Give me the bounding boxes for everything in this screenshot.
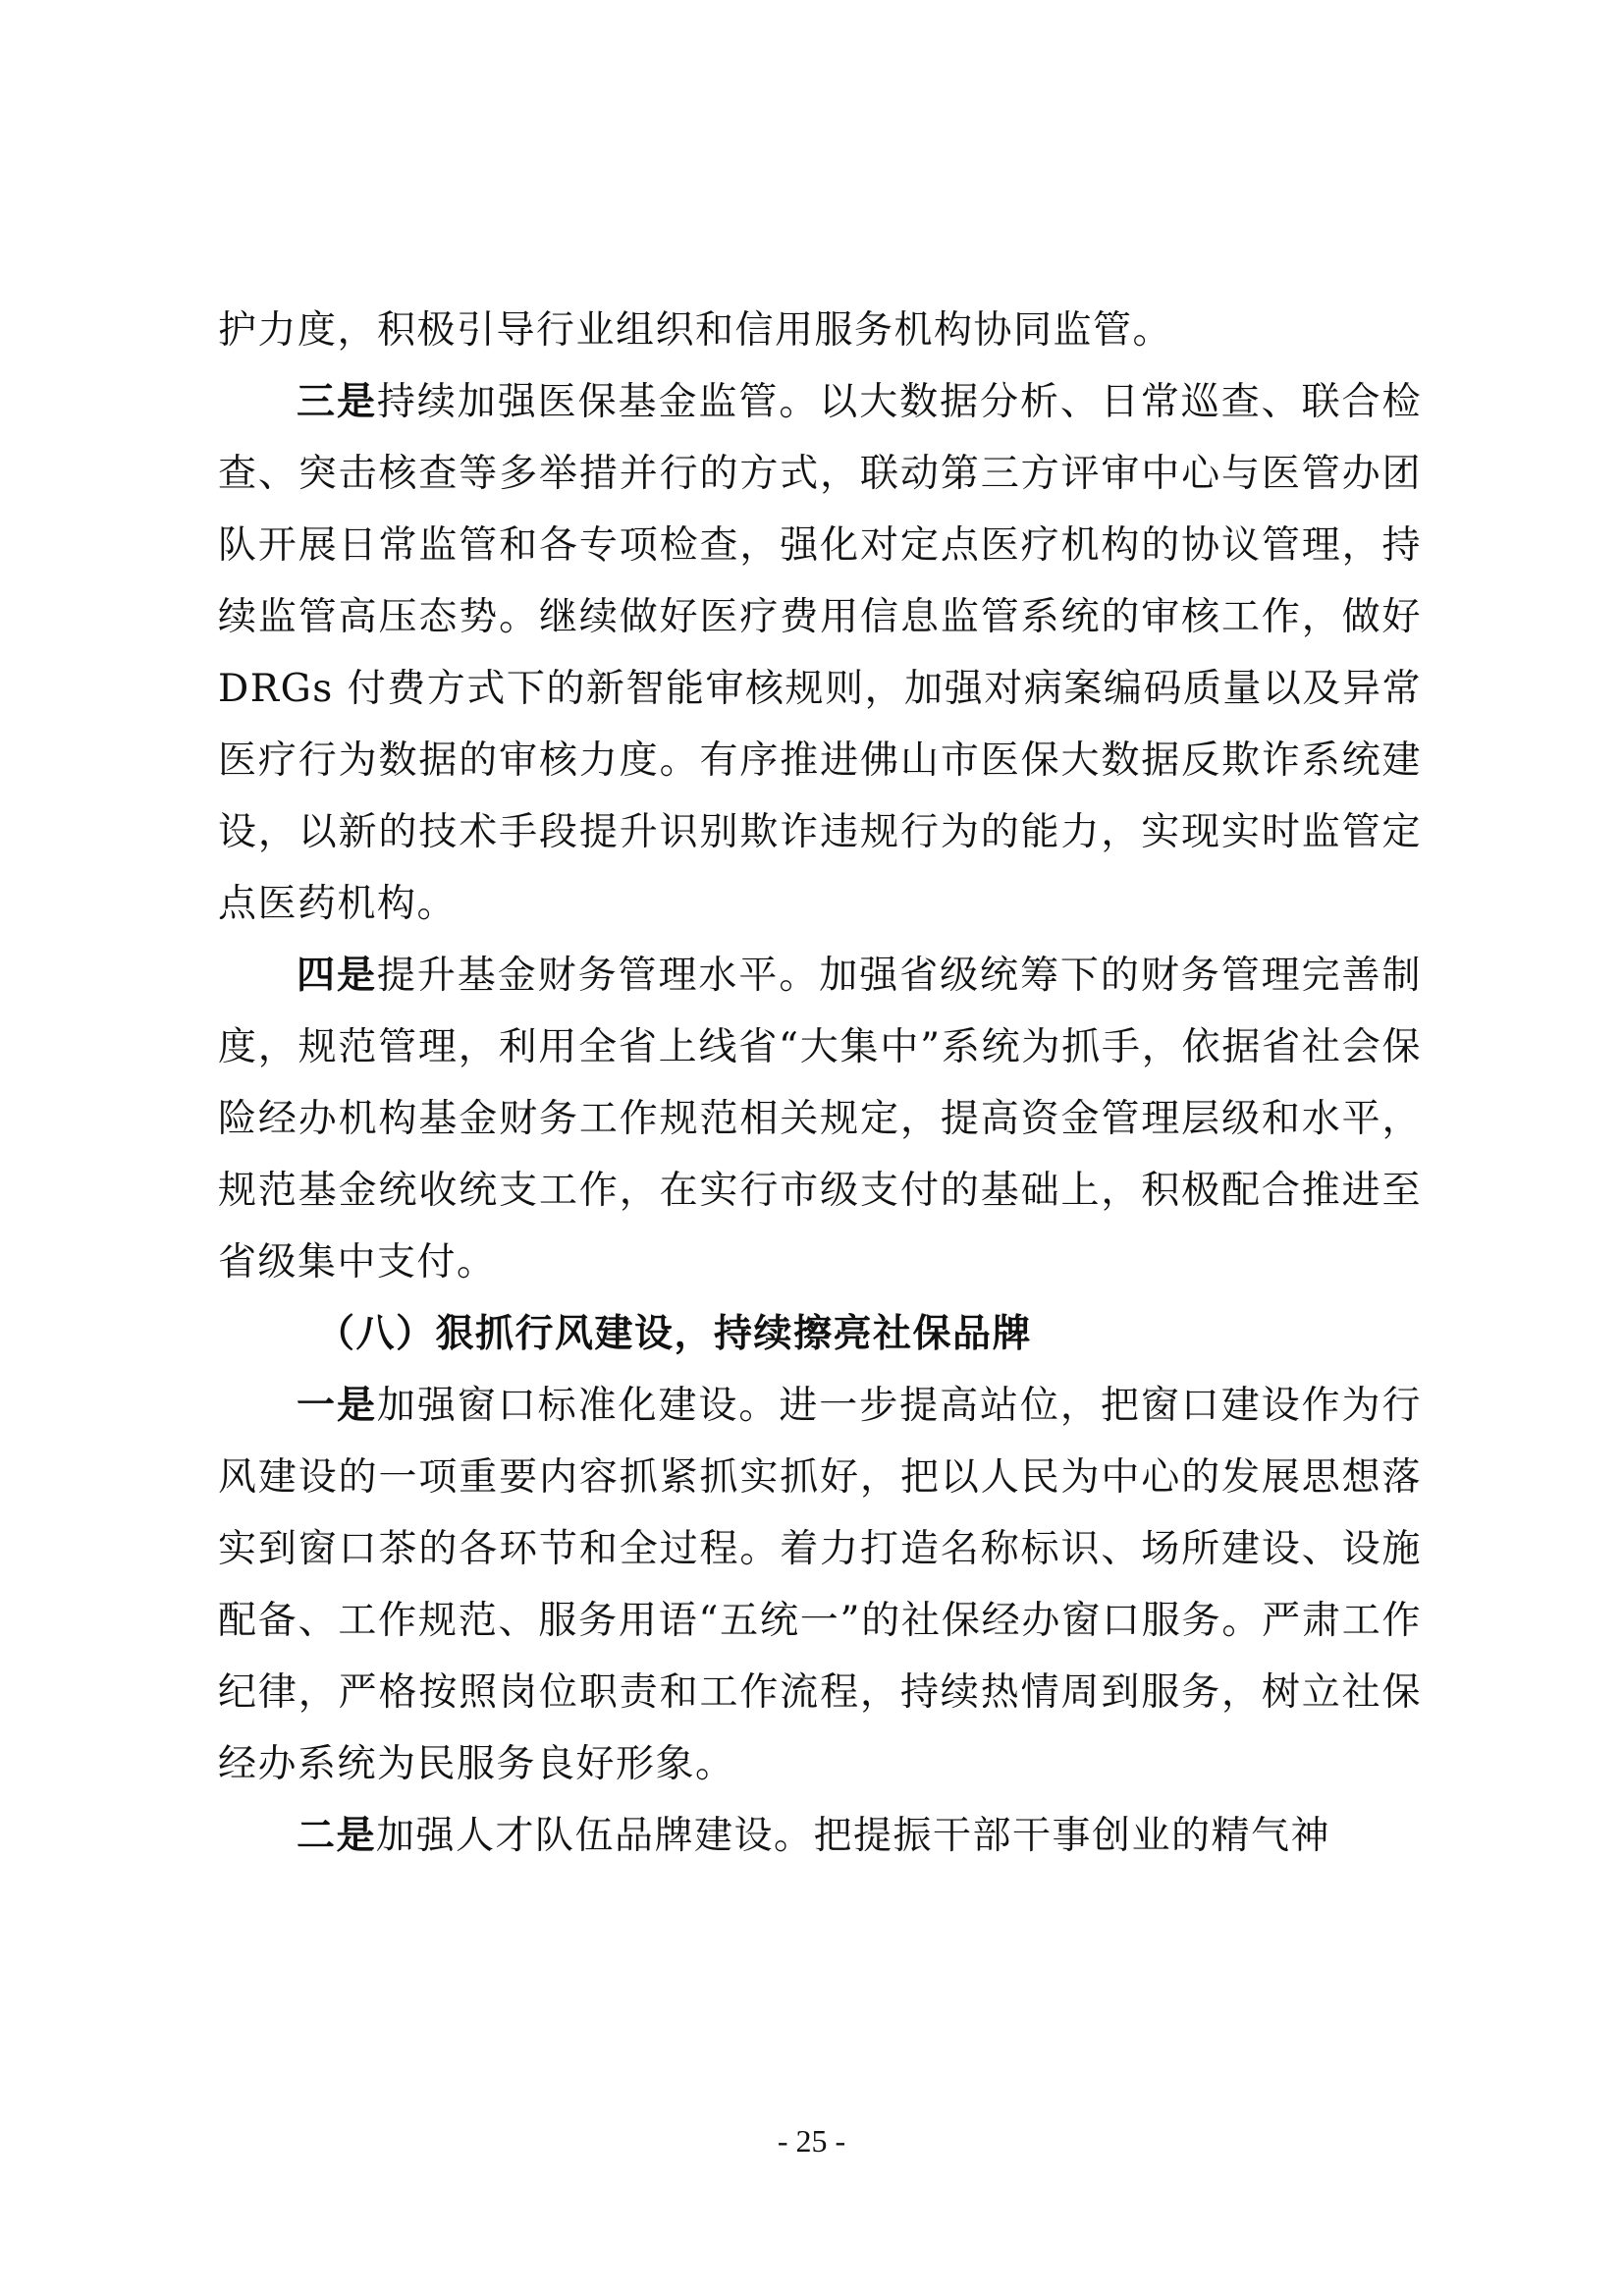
paragraph-lead: 三是 <box>297 379 377 424</box>
paragraph-talent-team <box>218 1800 1422 1872</box>
paragraph-window-standardization <box>218 1370 1422 1800</box>
paragraph-lead: 一是 <box>297 1383 377 1428</box>
page-number: - 25 - <box>777 2123 846 2159</box>
paragraph-lead: 四是 <box>297 953 377 998</box>
paragraph-fund-supervision <box>218 366 1422 940</box>
document-body <box>218 295 1422 1872</box>
paragraph-text: 加强窗口标准化建设。进一步提高站位，把窗口建设作为行风建设的一项重要内容抓紧抓实抓好，把以人民为中心的发展思想落实到窗口茶的各环节和全过程。着力打造名称标识、场所建设、设施配备、工作规范、服务用语“五统一”的社保经办窗口服务。严肃工作纪律，严格按照岗位职责和工作流程，持续热情周到服务，树立社保经办系统为民服务良好形象。 <box>218 1384 1422 1786</box>
paragraph-text: 持续加强医保基金监管。以大数据分析、日常巡查、联合检查、突击核查等多举措并行的方式，联动第三方评审中心与医管办团队开展日常监管和各专项检查，强化对定点医疗机构的协议管理，持续监管高压态势。继续做好医疗费用信息监管系统的审核工作，做好 DRGs 付费方式下的新智能审核规则，加强对病案编码质量以及异常医疗行为数据的审核力度。有序推进佛山市医保大数据反欺诈系统建设，以新的技术手段提升识别欺诈违规行为的能力，实现实时监管定点医药机构。 <box>218 380 1422 926</box>
paragraph-text: 加强人才队伍品牌建设。把提振干部干事创业的精气神 <box>376 1814 1331 1858</box>
paragraph-text: 提升基金财务管理水平。加强省级统筹下的财务管理完善制度，规范管理，利用全省上线省“大集中”系统为抓手，依据省社会保险经办机构基金财务工作规范相关规定，提高资金管理层级和水平，规范基金统收统支工作，在实行市级支付的基础上，积极配合推进至省级集中支付。 <box>218 954 1422 1285</box>
paragraph-financial-management <box>218 940 1422 1298</box>
section-heading: （八）狠抓行风建设，持续擦亮社保品牌 <box>316 1311 1033 1356</box>
paragraph-text: 护力度，积极引导行业组织和信用服务机构协同监管。 <box>218 308 1173 353</box>
paragraph-continuation <box>218 295 1422 366</box>
paragraph-lead: 二是 <box>297 1813 377 1858</box>
